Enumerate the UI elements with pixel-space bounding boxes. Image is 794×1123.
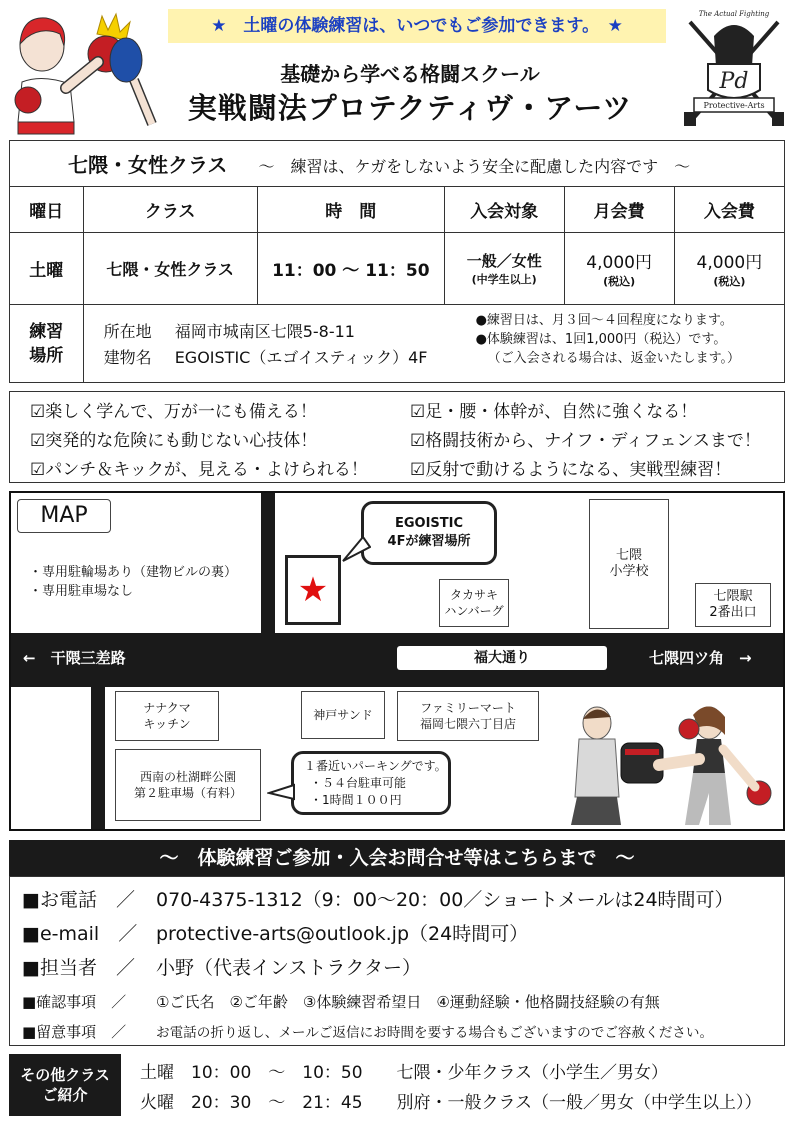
familymart: ファミリーマート 福岡七隈六丁目店 xyxy=(397,691,539,741)
road-label-left: ← 干隈三差路 xyxy=(23,649,126,667)
class-title: 七隈・女性クラス xyxy=(68,153,228,177)
bubble-pointer xyxy=(341,537,371,563)
benefit-item: ☑突発的な危険にも動じない心技体！ xyxy=(30,431,318,451)
kobe-sand: 神戸サンド xyxy=(301,691,385,739)
header-monthly: 月会費 xyxy=(564,187,674,233)
benefit-item: ☑足・腰・体幹が、自然に強くなる！ xyxy=(410,402,698,422)
parking-bubble-line: ・1時間１００円 xyxy=(310,793,402,807)
parking-bubble-line: ・５４台駐車可能 xyxy=(310,776,407,790)
svg-text:Protective-Arts: Protective-Arts xyxy=(703,101,765,110)
sparring-illustration xyxy=(559,693,779,827)
egoistic-bubble-text: EGOISTIC 4Fが練習場所 xyxy=(387,516,471,549)
phone-number[interactable]: 070-4375-1312（9：00～20：00／ショートメールは24時間可） xyxy=(156,889,734,911)
road-label-right: 七隈四ツ角 → xyxy=(649,649,752,667)
school-subtitle: 基礎から学べる格闘スクール xyxy=(280,62,540,86)
row-entry-note: (税込) xyxy=(713,275,746,288)
building-label: 建物名 xyxy=(103,348,152,367)
notice-label: ■留意事項 ／ xyxy=(22,1023,127,1041)
egoistic-building xyxy=(285,555,341,625)
school-logo xyxy=(680,6,788,134)
contact-title: ～ 体験練習ご参加・入会お問合せ等はこちらまで ～ xyxy=(9,840,785,876)
benefits-box xyxy=(9,391,785,483)
row-entry-fee: 4,000円 xyxy=(696,253,763,273)
row-target: 一般／女性 xyxy=(466,252,542,270)
contact-box xyxy=(9,876,785,1046)
header-day: 曜日 xyxy=(10,187,84,233)
other-classes-label: その他クラス ご紹介 xyxy=(9,1054,121,1116)
person-name: 小野（代表インストラクター） xyxy=(156,957,422,979)
phone-label: ■お電話 ／ xyxy=(22,889,135,911)
address-label: 所在地 xyxy=(103,322,152,341)
svg-text:Pd: Pd xyxy=(719,69,749,94)
nanakuma-kitchen: ナナクマ キッチン xyxy=(115,691,219,741)
benefit-item: ☑楽しく学んで、万が一にも備える！ xyxy=(30,402,317,422)
side-road-south xyxy=(91,687,105,829)
side-road-north xyxy=(261,493,275,633)
map-title: MAP xyxy=(17,499,111,533)
svg-text:The Actual Fighting: The Actual Fighting xyxy=(698,10,770,18)
benefit-item: ☑パンチ＆キックが、見える・よけられる！ xyxy=(30,460,368,480)
class-table xyxy=(9,140,785,383)
note-trial-fee: ●体験練習は、1回1,000円（税込）です。 xyxy=(475,332,727,347)
note-refund: （ご入会される場合は、返金いたします。） xyxy=(487,351,741,366)
other-class-line: 火曜 20：30 ～ 21：45 別府・一般クラス（一般／男女（中学生以上）） xyxy=(140,1093,762,1113)
email-label: ■e-mail ／ xyxy=(22,923,138,945)
row-time: 11：00 ～ 11：50 xyxy=(257,233,444,305)
parking-bubble xyxy=(291,751,451,815)
confirm-label: ■確認事項 ／ xyxy=(22,993,127,1011)
header-entry: 入会費 xyxy=(674,187,784,233)
person-label: ■担当者 ／ xyxy=(22,957,135,979)
row-monthly-note: (税込) xyxy=(603,275,636,288)
row-day: 土曜 xyxy=(10,233,84,305)
benefit-item: ☑格闘技術から、ナイフ・ディフェンスまで！ xyxy=(410,431,761,451)
row-target-note: (中学生以上) xyxy=(471,273,537,286)
header-time: 時 間 xyxy=(257,187,444,233)
row-class: 七隈・女性クラス xyxy=(83,233,257,305)
trial-banner: ★ 土曜の体験練習は、いつでもご参加できます。 ★ xyxy=(168,9,666,43)
nanakuma-elementary-school: 七隈 小学校 xyxy=(589,499,669,629)
place-label: 練習場所 xyxy=(29,321,64,366)
boxer-illustration xyxy=(2,4,162,136)
bike-parking-note: ・専用駐輪場あり（建物ビルの裏） xyxy=(29,565,238,580)
seinan-park-parking: 西南の杜湖畔公園 第２駐車場（有料） xyxy=(115,749,261,821)
address: 福岡市城南区七隈5-8-11 xyxy=(174,322,355,341)
takasaki-hamburg: タカサキ ハンバーグ xyxy=(439,579,509,627)
confirm-items: ①ご氏名 ②ご年齢 ③体験練習希望日 ④運動経験・他格闘技経験の有無 xyxy=(156,993,660,1011)
benefit-item: ☑反射で動けるようになる、実戦型練習！ xyxy=(410,460,732,480)
parking-bubble-line: １番近いパーキングです。 xyxy=(304,759,447,773)
parking-bubble-pointer xyxy=(267,783,295,803)
row-monthly-fee: 4,000円 xyxy=(586,253,652,273)
notice-text: お電話の折り返し、メールご返信にお時間を要する場合もございますのでご容赦ください。 xyxy=(156,1025,714,1041)
header-target: 入会対象 xyxy=(444,187,564,233)
header-class: クラス xyxy=(83,187,257,233)
class-note: ～ 練習は、ケガをしないよう安全に配慮した内容です ～ xyxy=(258,157,691,176)
note-practice-days: ●練習日は、月３回～４回程度になります。 xyxy=(475,313,733,328)
road-name-label: 福大通り xyxy=(397,646,607,670)
egoistic-bubble xyxy=(361,501,497,565)
building: EGOISTIC（エゴイスティック）4F xyxy=(174,348,428,367)
access-map xyxy=(9,491,785,831)
car-parking-note: ・専用駐車場なし xyxy=(29,584,134,599)
other-class-line: 土曜 10：00 ～ 10：50 七隈・少年クラス（小学生／男女） xyxy=(140,1063,669,1083)
star-marker: ★ xyxy=(297,570,329,610)
nanakuma-station-exit: 七隈駅 2番出口 xyxy=(695,583,771,627)
school-title: 実戦闘法プロテクティヴ・アーツ xyxy=(187,91,633,125)
email-address[interactable]: protective-arts@outlook.jp（24時間可） xyxy=(156,923,529,945)
